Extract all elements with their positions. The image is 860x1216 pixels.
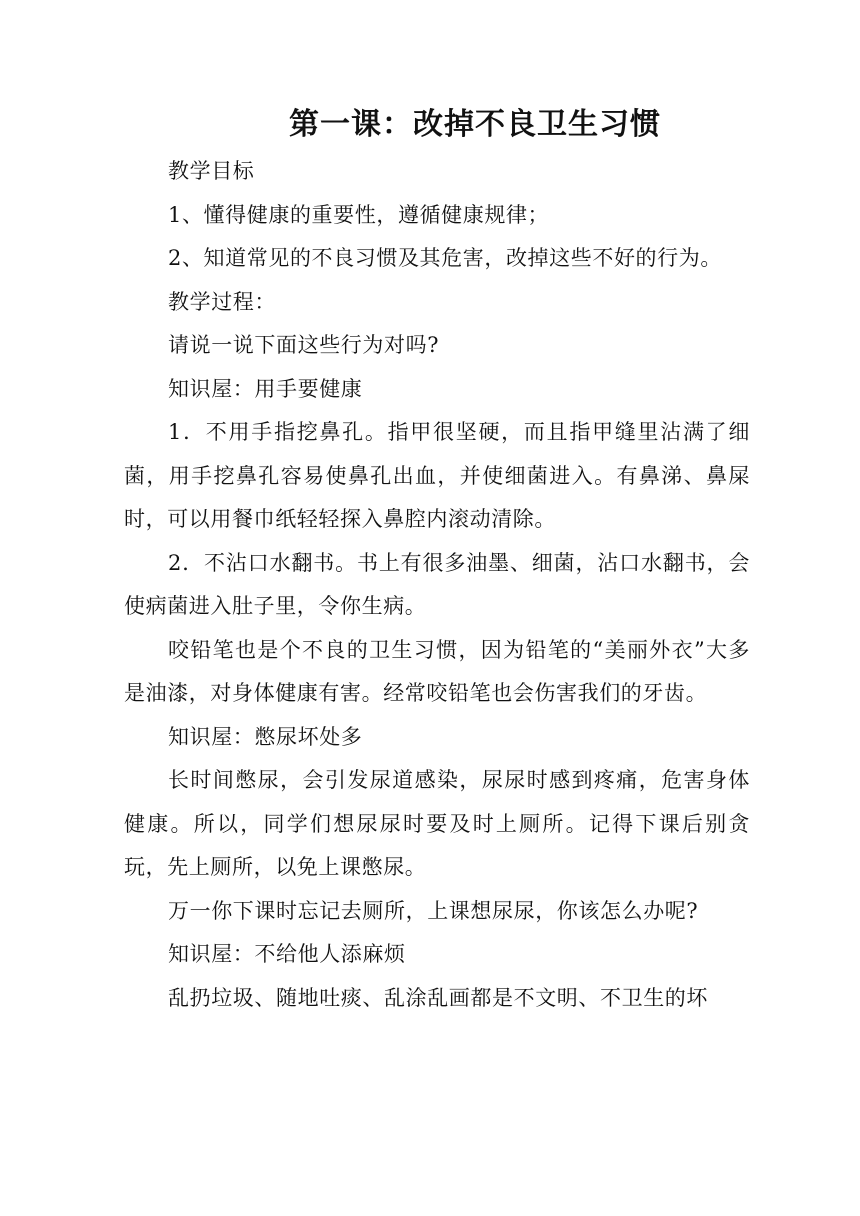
- paragraph: 万一你下课时忘记去厕所，上课想尿尿，你该怎么办呢?: [168, 898, 699, 923]
- paragraph: 长时间憋尿，会引发尿道感染，尿尿时感到疼痛，危害身体健康。所以，同学们想尿尿时要及时上厕所。记得下课后别贪玩，先上厕所，以免上课憋尿。: [124, 768, 750, 879]
- paragraph: 2．不沾口水翻书。书上有很多油墨、细菌，沾口水翻书，会使病菌进入肚子里，令你生病。: [124, 550, 750, 618]
- section-heading-process: 教学过程：: [168, 289, 276, 314]
- paragraph: 1．不用手指挖鼻孔。指甲很坚硬，而且指甲缝里沾满了细菌，用手挖鼻孔容易使鼻孔出血，并使细菌进入。有鼻涕、鼻屎时，可以用餐巾纸轻轻探入鼻腔内滚动清除。: [124, 420, 750, 531]
- document-title: 第一课：改掉不良卫生习惯: [289, 107, 661, 142]
- knowledge-heading-others: 知识屋：不给他人添麻烦: [168, 942, 406, 966]
- document-body: [124, 150, 750, 1020]
- knowledge-heading-hands: 知识屋：用手要健康: [168, 376, 363, 401]
- objective-item-2: 2、知道常见的不良习惯及其危害，改掉这些不好的行为。: [168, 246, 722, 270]
- knowledge-heading-urine: 知识屋：憋尿坏处多: [168, 724, 363, 749]
- paragraph: 乱扔垃圾、随地吐痰、乱涂乱画都是不文明、不卫生的坏: [168, 985, 708, 1010]
- objective-item-1: 1、懂得健康的重要性，遵循健康规律；: [168, 202, 550, 227]
- paragraph: 咬铅笔也是个不良的卫生习惯，因为铅笔的“美丽外衣”大多是油漆，对身体健康有害。经常咬铅笔也会伤害我们的牙齿。: [124, 637, 750, 705]
- section-heading-objectives: 教学目标: [168, 159, 255, 183]
- paragraph: 请说一说下面这些行为对吗?: [168, 333, 440, 357]
